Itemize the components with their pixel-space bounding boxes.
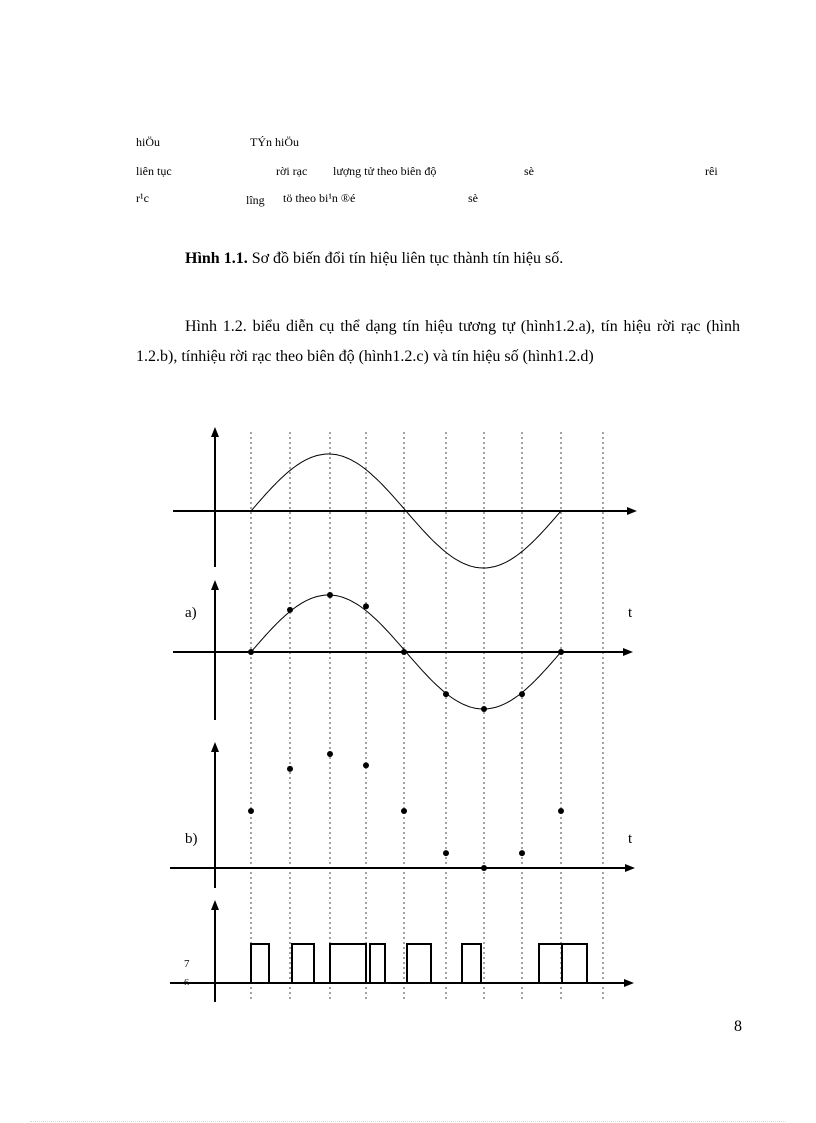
- quantized-y-arrow: [211, 742, 219, 752]
- quantized-panel: [170, 742, 635, 888]
- sample-point-2: [287, 607, 293, 613]
- pulse-7: [539, 944, 562, 983]
- diagram-text-so-2: sè: [468, 191, 478, 205]
- label-b: b): [185, 831, 198, 847]
- pulse-2: [292, 944, 314, 983]
- quantized-point-3: [327, 751, 333, 757]
- body-paragraph: Hình 1.2. biểu diễn cụ thể dạng tín hiệu tương tự (hình1.2.a), tín hiệu rời rạc (hình 1.2.b), tínhiệu rời rạc theo biên độ (hình1.2.c) và tín hiệu số (hình1.2.d): [136, 318, 740, 365]
- pulse-5: [407, 944, 431, 983]
- diagram-text-luong-tu: lượng tử theo biên độ: [333, 164, 437, 178]
- quantized-point-4: [363, 762, 369, 768]
- diagram-text-roi-rac: rời rạc: [276, 164, 308, 178]
- sampling-grid: [251, 432, 603, 1000]
- pulse-4: [370, 944, 385, 983]
- sample-point-9: [558, 649, 564, 655]
- label-t-a: t: [628, 605, 633, 621]
- pulse-3: [330, 944, 366, 983]
- sample-point-5: [401, 649, 407, 655]
- diagram-text-rac: r¹c: [136, 191, 149, 205]
- sample-point-6: [443, 691, 449, 697]
- quantized-point-5: [401, 808, 407, 814]
- diagram-text-hieu: hiÖu: [136, 135, 160, 149]
- label-a: a): [185, 605, 197, 621]
- diagram-text-tu-theo-bien-do: tö theo bi¹n ®é: [283, 191, 356, 205]
- diagram-text-lien-tuc: liên tục: [136, 164, 172, 178]
- diagram-text-luong: lîng: [246, 193, 265, 207]
- sample-point-8: [519, 691, 525, 697]
- sampled-panel: [173, 580, 633, 720]
- digital-panel: [170, 900, 634, 1002]
- label-t-b: t: [628, 831, 633, 847]
- level-7-label: 7: [184, 958, 190, 970]
- analog-panel: [173, 427, 637, 568]
- pulse-8: [562, 944, 587, 983]
- sampled-x-arrow: [623, 648, 633, 656]
- sampled-y-arrow: [211, 580, 219, 590]
- level-6-label: 6: [184, 978, 189, 985]
- diagram-text-roi: rêi: [705, 164, 718, 178]
- diagram-text-so: sè: [524, 164, 534, 178]
- pulse-1: [251, 944, 269, 983]
- sample-point-3: [327, 592, 333, 598]
- caption-text: Sơ đồ biến đổi tín hiệu liên tục thành tín hiệu số.: [251, 250, 564, 267]
- analog-y-arrow: [211, 427, 219, 437]
- caption-label: Hình 1.1.: [185, 250, 248, 267]
- quantized-point-6: [443, 850, 449, 856]
- analog-x-arrow: [627, 507, 637, 515]
- page-bottom-rule: [30, 1121, 786, 1122]
- quantized-x-arrow: [625, 864, 635, 872]
- sample-point-4: [363, 603, 369, 609]
- quantized-point-2: [287, 766, 293, 772]
- quantized-point-7: [481, 865, 487, 871]
- diagram-text-tin-hieu: TÝn hiÖu: [250, 135, 299, 149]
- quantized-point-1: [248, 808, 254, 814]
- page-number: 8: [734, 1018, 742, 1035]
- digital-x-arrow: [624, 979, 634, 987]
- sample-point-1: [248, 649, 254, 655]
- sample-point-7: [481, 706, 487, 712]
- pulse-6: [462, 944, 481, 983]
- digital-y-arrow: [211, 900, 219, 910]
- quantized-point-9: [558, 808, 564, 814]
- quantized-point-8: [519, 850, 525, 856]
